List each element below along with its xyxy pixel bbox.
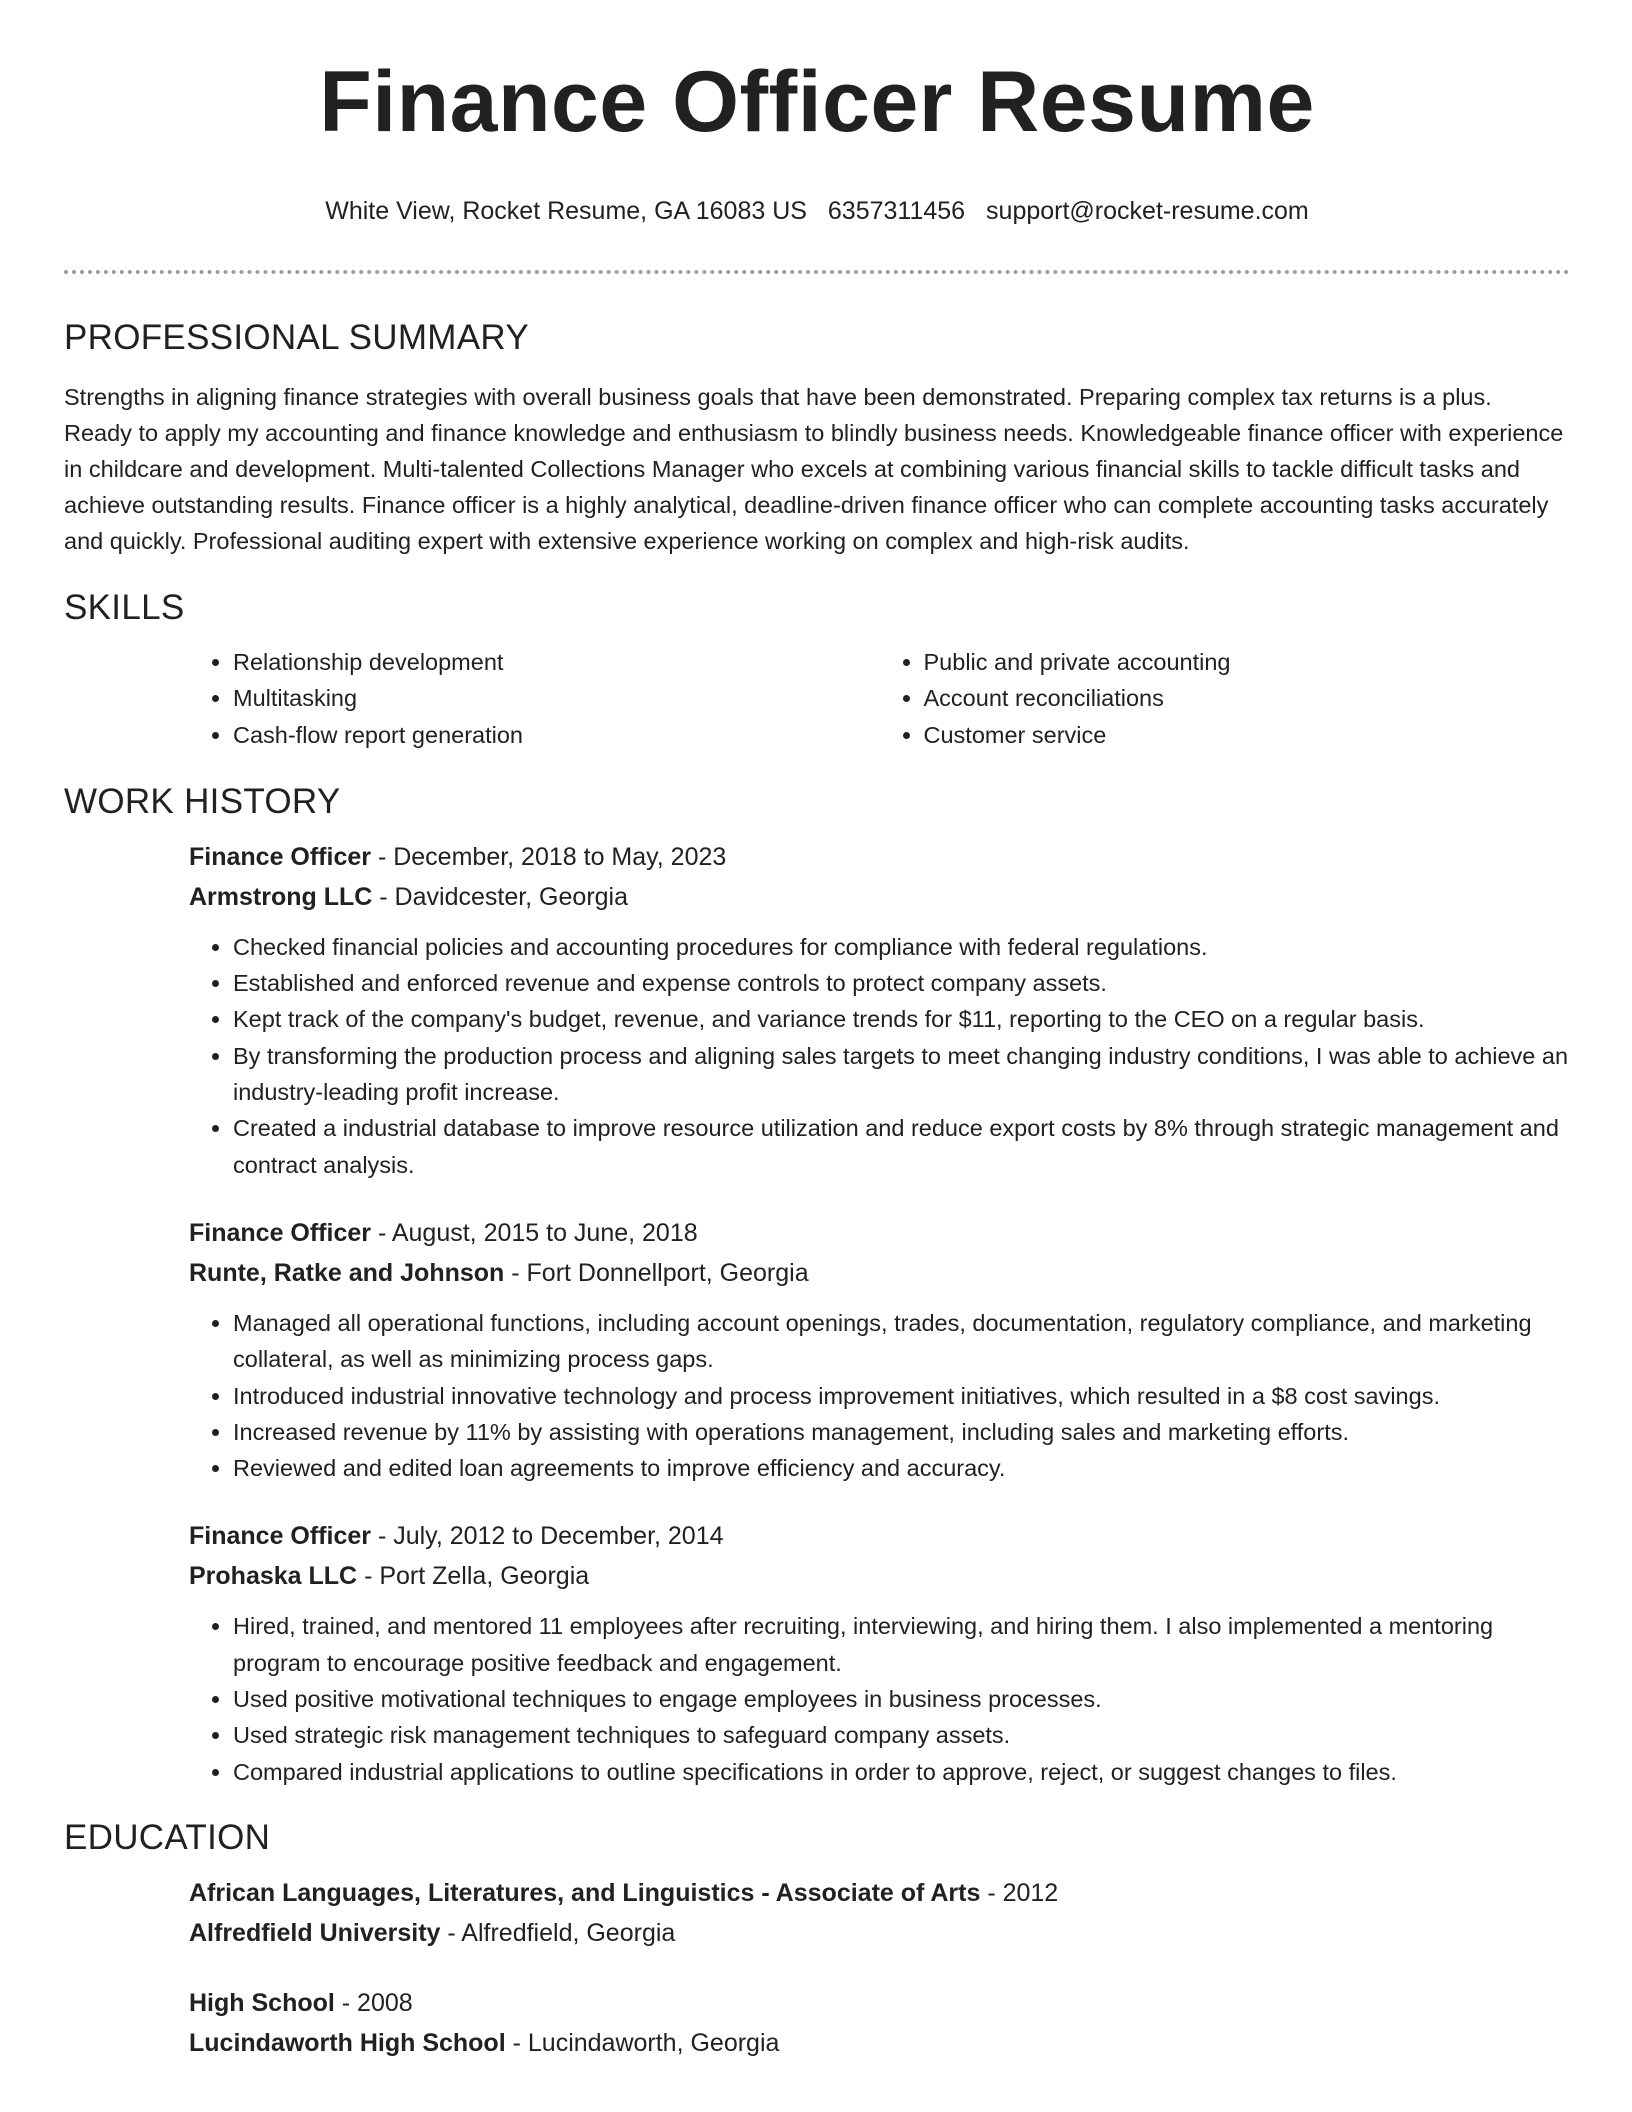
education-year: - 2008 [341,1988,413,2017]
job-company-line [189,1556,1570,1596]
job-title-line [189,837,1570,877]
education-school: Alfredfield University [189,1918,441,1947]
contact-address: White View, Rocket Resume, GA 16083 US [325,197,807,225]
job-location: - Fort Donnellport, Georgia [511,1258,809,1287]
job-bullet: • Managed all operational functions, including account openings, trades, documentation, regulatory compliance, and marketing collateral, as well as minimizing process gaps. [233,1305,1570,1378]
job-bullet: • Used strategic risk management techniques to safeguard company assets. [233,1717,1570,1753]
skill-item: • Relationship development [233,644,880,680]
job-bullet: • Used positive motivational techniques to engage employees in business processes. [233,1681,1570,1717]
job-bullet: • Hired, trained, and mentored 11 employees after recruiting, interviewing, and hiring them. I also implemented a mentoring program to encourage positive feedback and engagement. [233,1608,1570,1681]
skills-column-right [880,644,1571,753]
job-bullet: • Established and enforced revenue and expense controls to protect company assets. [233,965,1570,1001]
job-company: Runte, Ratke and Johnson [189,1258,505,1287]
job-dates: - December, 2018 to May, 2023 [377,842,727,871]
job-dates: - August, 2015 to June, 2018 [377,1218,698,1247]
job-dates: - July, 2012 to December, 2014 [377,1522,724,1551]
job-bullet: • Increased revenue by 11% by assisting with operations management, including sales and marketing efforts. [233,1414,1570,1450]
job-entry [189,837,1570,1183]
education-entry [189,1873,1570,1953]
contact-phone: 6357311456 [827,197,966,225]
education-heading: EDUCATION [64,1817,271,1857]
job-title: Finance Officer [189,842,371,871]
education-school-line [189,2023,1570,2063]
skills-column-left [189,644,880,753]
job-company: Armstrong LLC [189,882,373,911]
job-bullet: • Checked financial policies and accounting procedures for compliance with federal regulations. [233,929,1570,965]
job-company-line [189,877,1570,917]
education-year: - 2012 [987,1878,1059,1907]
education-location: - Alfredfield, Georgia [447,1918,676,1947]
job-title-line [189,1213,1570,1253]
job-company: Prohaska LLC [189,1562,358,1591]
job-title: Finance Officer [189,1218,371,1247]
skills-heading: SKILLS [64,588,185,627]
contact-email: support@rocket-resume.com [986,197,1309,225]
education-school: Lucindaworth High School [189,2028,506,2057]
education-degree-line [189,1983,1570,2023]
job-location: - Davidcester, Georgia [379,882,628,911]
job-location: - Port Zella, Georgia [364,1562,590,1591]
contact-line [64,194,1570,228]
job-bullet: • Kept track of the company's budget, revenue, and variance trends for $11, reporting to the CEO on a regular basis. [233,1001,1570,1037]
job-bullet: • Compared industrial applications to outline specifications in order to approve, reject, or suggest changes to files. [233,1754,1570,1790]
resume-page [64,0,1570,2063]
job-entry [189,1213,1570,1486]
skills-list [189,644,1570,753]
skill-item: • Account reconciliations [924,680,1571,716]
education-school-line [189,1913,1570,1953]
job-title: Finance Officer [189,1522,371,1551]
job-bullet: • Introduced industrial innovative technology and process improvement initiatives, which resulted in a $8 cost savings. [233,1378,1570,1414]
summary-text: Strengths in aligning finance strategies with overall business goals that have been demonstrated. Preparing complex tax returns is a plus. Ready to apply my accounting and finance knowledge and enthusiasm to blindly business needs. Knowledgeable finance officer with experience in childcare and development. Multi-talented Collections Manager who excels at combining various financial skills to tackle difficult tasks and achieve outstanding results. Finance officer is a highly analytical, deadline-driven finance officer who can complete accounting tasks accurately and quickly. Professional auditing expert with extensive experience working on complex and high-risk audits. [64,384,1564,554]
job-bullets [189,1305,1570,1486]
skill-item: • Multitasking [233,680,880,716]
education-entry [189,1983,1570,2063]
job-bullet: • Created a industrial database to improve resource utilization and reduce export costs by 8% through strategic management and contract analysis. [233,1110,1570,1183]
job-entry [189,1516,1570,1789]
education-location: - Lucindaworth, Georgia [512,2028,780,2057]
job-company-line [189,1253,1570,1293]
job-title-line [189,1516,1570,1556]
header-divider [64,270,1570,274]
education-degree: High School [189,1988,335,2017]
work-heading: WORK HISTORY [64,781,341,821]
education-degree: African Languages, Literatures, and Linguistics - Associate of Arts [189,1878,981,1907]
skill-item: • Public and private accounting [924,644,1571,680]
education-degree-line [189,1873,1570,1913]
skill-item: • Cash-flow report generation [233,717,880,753]
summary-heading: PROFESSIONAL SUMMARY [64,318,529,357]
job-bullet: • Reviewed and edited loan agreements to improve efficiency and accuracy. [233,1450,1570,1486]
job-bullet: • By transforming the production process and aligning sales targets to meet changing industry conditions, I was able to achieve an industry-leading profit increase. [233,1038,1570,1111]
skill-item: • Customer service [924,717,1571,753]
resume-title: Finance Officer Resume [319,54,1315,150]
job-bullets [189,1608,1570,1789]
job-bullets [189,929,1570,1183]
